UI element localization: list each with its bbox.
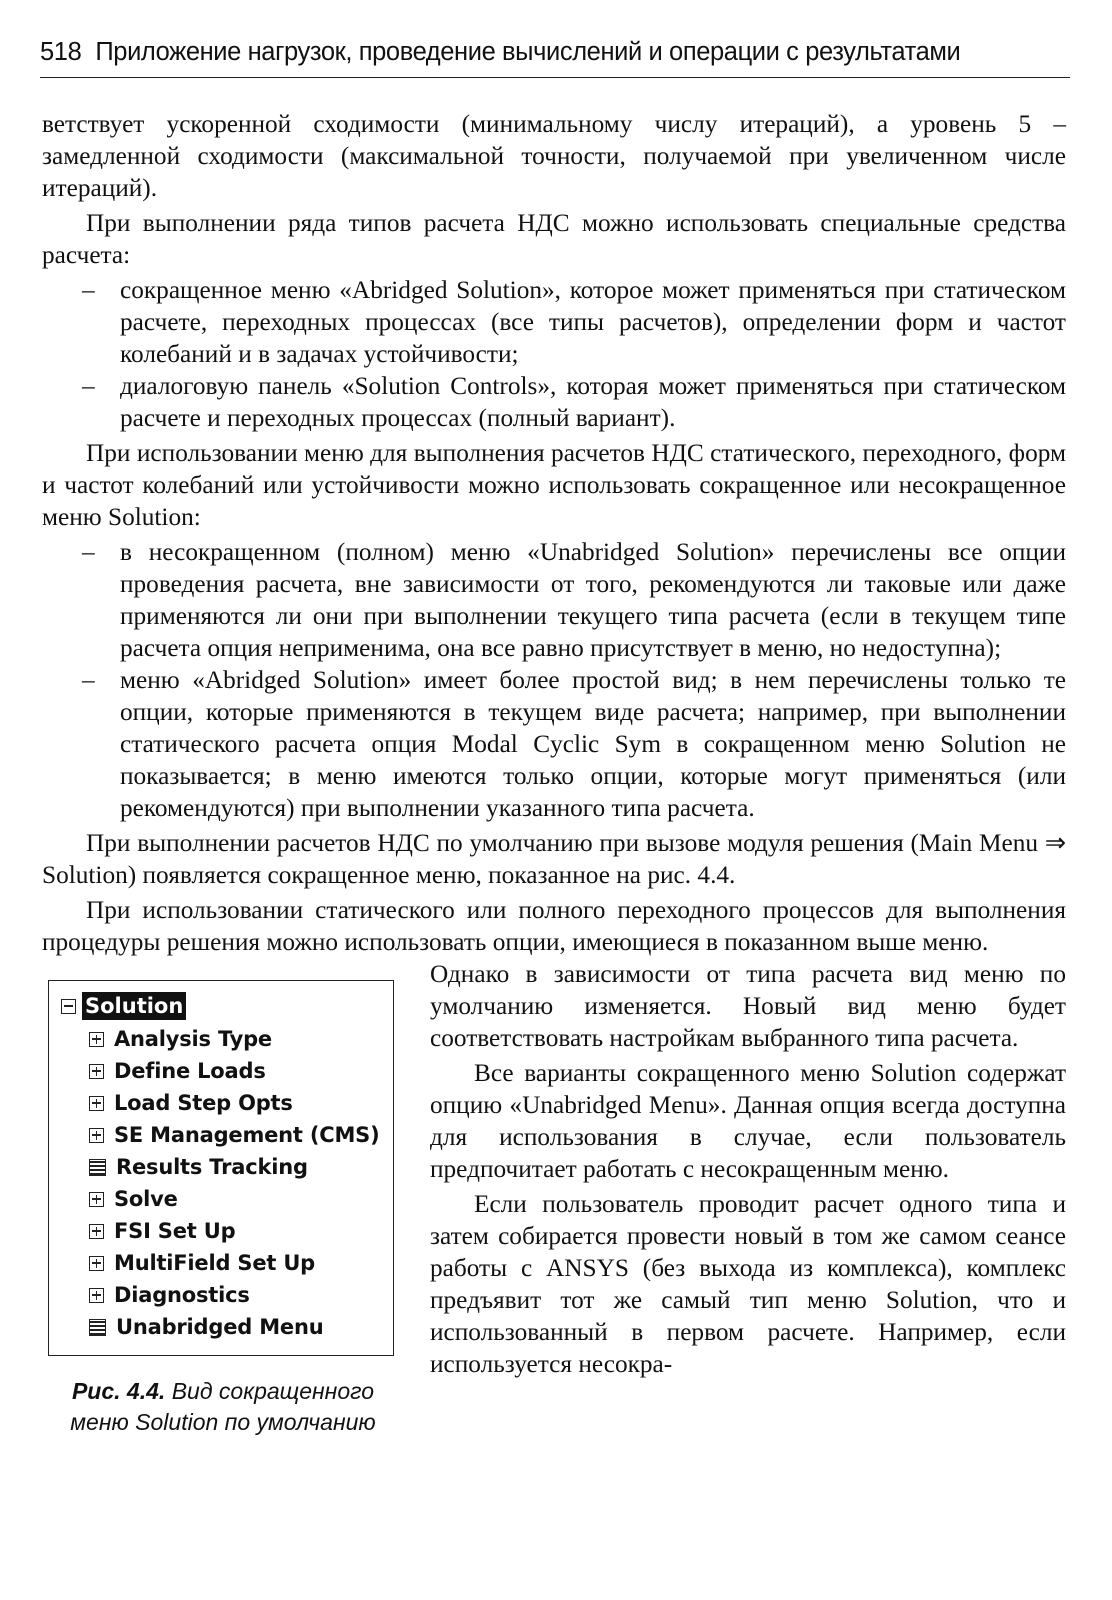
- menu-item-results-tracking[interactable]: Results Tracking: [89, 1151, 380, 1183]
- menu-item-analysis-type[interactable]: Analysis Type: [89, 1023, 380, 1055]
- minus-box-icon[interactable]: [61, 999, 76, 1014]
- list-item: – сокращенное меню «Abridged Solution», которое может применяться при статическом расчете, переходных процессах (все типы расчетов), определении форм и частот колебаний и в задачах устойчивости;: [120, 274, 1066, 370]
- plus-box-icon[interactable]: [89, 1096, 104, 1111]
- menu-items: [89, 1023, 380, 1343]
- plus-box-icon[interactable]: [89, 1128, 104, 1143]
- paragraph-1: ветствует ускоренной сходимости (минимальному числу итераций), а уровень 5 – замедленной сходимости (максимальной точности, получаемой при увеличенном числе итераций).: [42, 110, 1066, 202]
- paragraph-5-end: Однако в зависимости от типа расчета вид меню по умолчанию изменяется. Новый вид меню будет соответствовать настройкам выбранного типа расчета.: [430, 960, 1066, 1052]
- plus-box-icon[interactable]: [89, 1192, 104, 1207]
- plus-box-icon[interactable]: [89, 1256, 104, 1271]
- list-item: – диалоговую панель «Solution Controls», которая может применяться при статическом расчете и переходных процессах (полный вариант).: [120, 370, 1066, 434]
- paragraph-7: Если пользователь проводит расчет одного типа и затем собирается провести новый в том же самом сеансе работы с ANSYS (без выхода из комплекса), комплекс предъявит тот же самый тип меню Solution, что и использованный в первом расчете. Например, если используется несокра-: [430, 1190, 1066, 1378]
- menu-item-se-management[interactable]: SE Management (CMS): [89, 1119, 380, 1151]
- menu-item-multifield-set-up[interactable]: MultiField Set Up: [89, 1247, 380, 1279]
- caption-text: Вид сокращенного меню Solution по умолчанию: [70, 1378, 376, 1435]
- menu-item-diagnostics[interactable]: Diagnostics: [89, 1279, 380, 1311]
- solution-menu-tree: [48, 980, 394, 1356]
- plus-box-icon[interactable]: [89, 1224, 104, 1239]
- paragraph-5-start: При использовании статического или полного переходного процессов для выполнения процедуры решения можно использовать опции, имеющиеся в показанном выше меню.: [42, 896, 1066, 956]
- menu-item-fsi-set-up[interactable]: FSI Set Up: [89, 1215, 380, 1247]
- menu-item-unabridged-menu[interactable]: Unabridged Menu: [89, 1311, 380, 1343]
- menu-item-solve[interactable]: Solve: [89, 1183, 380, 1215]
- dialog-icon: [89, 1319, 106, 1336]
- figure-caption: [48, 1376, 398, 1438]
- chapter-title: Приложение нагрузок, проведение вычислений и операции с результатами: [95, 38, 961, 66]
- paragraph-6: Все варианты сокращенного меню Solution содержат опцию «Unabridged Menu». Данная опция всегда доступна для использования в случае, если пользователь предпочитает работать с несокращенным меню.: [430, 1059, 1066, 1183]
- plus-box-icon[interactable]: [89, 1064, 104, 1079]
- menu-item-define-loads[interactable]: Define Loads: [89, 1055, 380, 1087]
- figure-4-4: [42, 958, 412, 1435]
- plus-box-icon[interactable]: [89, 1032, 104, 1047]
- paragraph-4: При выполнении расчетов НДС по умолчанию при вызове модуля решения (Main Menu ⇒ Solution) появляется сокращенное меню, показанное на рис. 4.4.: [42, 829, 1066, 889]
- list-item: – меню «Abridged Solution» имеет более простой вид; в нем перечислены только те опции, которые применяются в текущем виде расчета; например, при выполнении статического расчета опция Modal Cyclic Sym в сокращенном меню Solution не показывается; в меню имеются только опции, которые могут применяться (или рекомендуются) при выполнении указанного типа расчета.: [120, 664, 1066, 824]
- dialog-icon: [89, 1159, 106, 1176]
- page-number: 518: [40, 38, 82, 66]
- paragraph-2: При выполнении ряда типов расчета НДС можно использовать специальные средства расчета:: [42, 209, 1066, 269]
- menu-root-solution[interactable]: [61, 991, 186, 1021]
- menu-root-label: Solution: [82, 992, 186, 1020]
- running-header: [40, 38, 1070, 78]
- paragraph-3: При использовании меню для выполнения расчетов НДС статического, переходного, форм и частот колебаний или устойчивости можно использовать сокращенное или несокращенное меню Solution:: [42, 439, 1066, 531]
- menu-item-load-step-opts[interactable]: Load Step Opts: [89, 1087, 380, 1119]
- caption-label: Рис. 4.4.: [71, 1378, 166, 1404]
- plus-box-icon[interactable]: [89, 1288, 104, 1303]
- list-menu-types: [42, 536, 1066, 824]
- list-item: – в несокращенном (полном) меню «Unabridged Solution» перечислены все опции проведения расчета, вне зависимости от того, рекомендуются ли таковые или даже применяются ли они при выполнении текущего типа расчета (если в текущем типе расчета опция неприменима, она все равно присутствует в меню, но недоступна);: [120, 536, 1066, 664]
- list-special-tools: [42, 274, 1066, 434]
- main-text: [42, 108, 1066, 1435]
